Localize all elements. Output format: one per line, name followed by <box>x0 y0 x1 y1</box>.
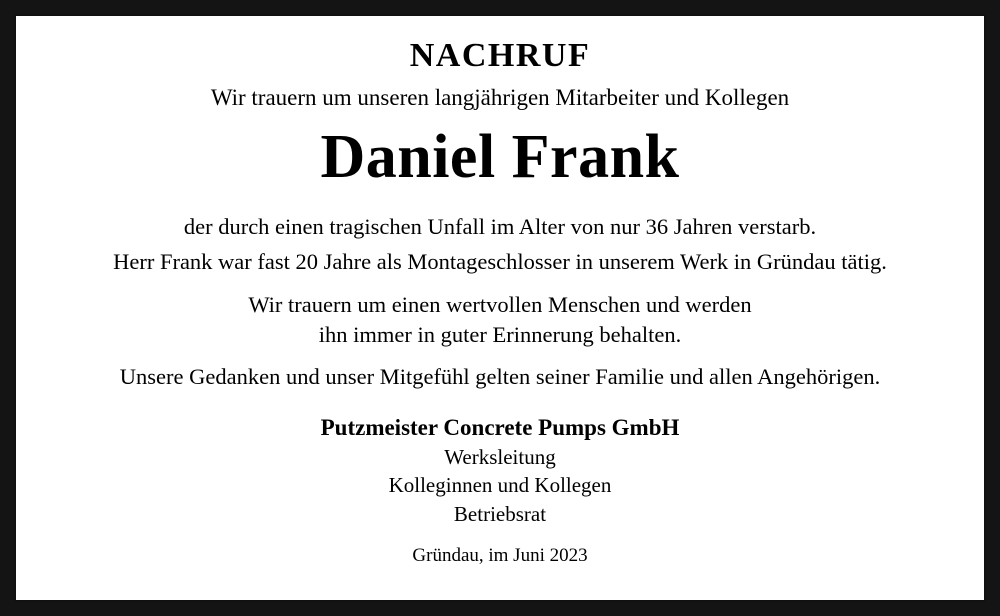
sympathy-line: Unsere Gedanken und unser Mitgefühl gelten seiner Familie und allen Angehörigen. <box>119 363 881 389</box>
body-line: Herr Frank war fast 20 Jahre als Montageschlosser in unserem Werk in Gründau tätig. <box>113 249 887 275</box>
obituary-lead-text: Wir trauern um unseren langjährigen Mitarbeiter und Kollegen <box>210 84 790 110</box>
obituary-card <box>14 14 986 602</box>
place-and-date: Gründau, im Juni 2023 <box>412 545 588 567</box>
closing-line: Wir trauern um einen wertvollen Menschen und werden <box>248 292 752 318</box>
obituary-heading: NACHRUF <box>409 37 591 74</box>
body-line: der durch einen tragischen Unfall im Alter von nur 36 Jahren verstarb. <box>183 214 817 240</box>
closing-line: ihn immer in guter Erinnerung behalten. <box>318 321 682 347</box>
obituary-body <box>44 210 956 394</box>
signatory: Betriebsrat <box>453 501 547 526</box>
spacer <box>44 350 956 360</box>
company-name: Putzmeister Concrete Pumps GmbH <box>320 415 680 441</box>
deceased-name: Daniel Frank <box>320 123 680 192</box>
spacer <box>44 280 956 290</box>
signatory: Werksleitung <box>444 445 556 470</box>
signatory: Kolleginnen und Kollegen <box>388 473 612 498</box>
